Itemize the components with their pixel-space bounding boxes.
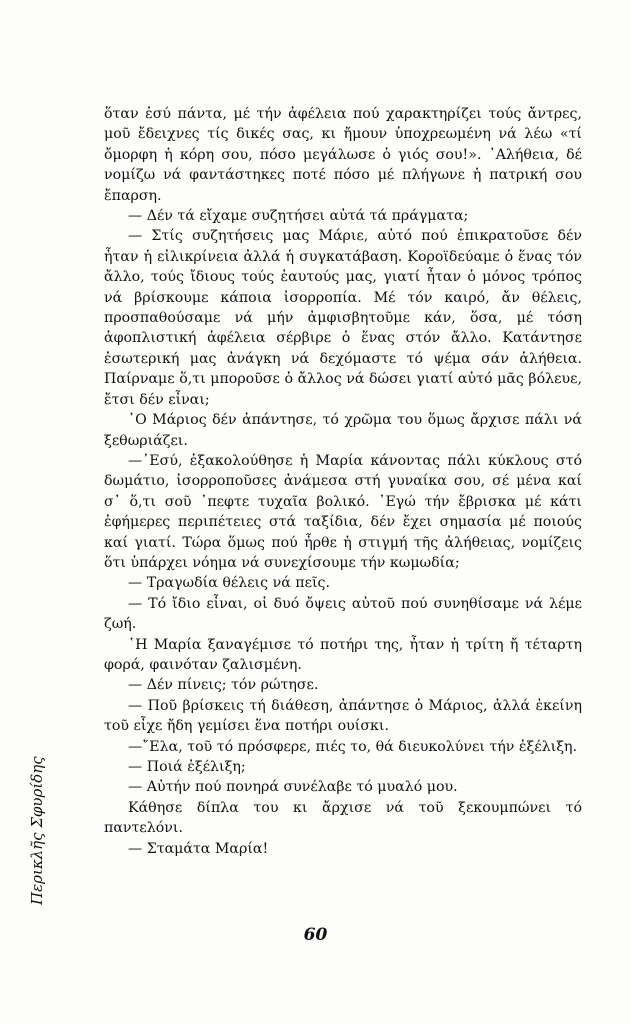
paragraph: — Σταμάτα Μαρία! (128, 840, 269, 857)
paragraph: — Ποῦ βρίσκεις τή διάθεση, ἀπάντησε ὁ Μάριος, ἀλλά ἐκείνη τοῦ εἶχε ἤδη γεμίσει ἕνα ποτήρι ουίσκι. (104, 697, 582, 735)
page-number: 60 (303, 925, 328, 945)
paragraph: — Δέν πίνεις; τόν ρώτησε. (128, 677, 319, 694)
paragraph: —῎Ελα, τοῦ τό πρόσφερε, πιές το, θά διευκολύνει τήν ἐξέλιξη. (128, 738, 578, 755)
paragraph: —᾿Εσύ, ἐξακολούθησε ἡ Μαρία κάνοντας πάλι κύκλους στό δωμάτιο, ἰσορροποῦσες ἀνάμεσα στή γυναίκα σου, σέ μένα καί σ᾿ ὅ,τι σοῦ ᾿πεφτε τυχαῖα βολικό. ᾿Εγώ τήν ἔβρισκα μέ κάτι ἐφήμερες περιπέτειες στά ταξίδια, δέν ἔχει σημασία μέ ποιούς καί γιατί. Τώρα ὅμως πού ἦρθε ἡ στιγμή τῆς ἀλήθειας, νομίζεις ὅτι ὑπάρχει νόημα νά συνεχίσουμε τήν κωμωδία; (104, 452, 582, 571)
paragraph: — Στίς συζητήσεις μας Μάριε, αὐτό πού ἐπικρατοῦσε δέν ἦταν ἡ εἰλικρίνεια ἀλλά ἡ συγκατάβαση. Κοροϊδεύαμε ὁ ἕνας τόν ἄλλο, τούς ἴδιους τούς ἑαυτούς μας, γιατί ἦταν ὁ μόνος τρόπος νά βρίσκουμε κάποια ἰσορροπία. Μέ τόν καιρό, ἄν θέλεις, προσπαθούσαμε νά μήν ἀμφισβητοῦμε κάν, ὅσα, μέ τόση ἀφοπλιστική ἀφέλεια σέρβιρε ὁ ἕνας στόν ἄλλο. Κατάντησε ἐσωτερική μας ἀνάγκη νά δεχόμαστε τό ψέμα σάν ἀλήθεια. Παίρναμε ὅ,τι μποροῦσε ὁ ἄλλος νά δώσει γιατί αὐτό μᾶς βόλευε, ἔτσι δέν εἶναι; (104, 228, 582, 408)
paragraph: — Ποιά ἐξέλιξη; (128, 759, 246, 775)
paragraph: — Τό ἴδιο εἶναι, οἱ δυό ὄψεις αὐτοῦ πού συνηθίσαμε νά λέμε ζωή. (104, 595, 582, 633)
paragraph: — Τραγωδία θέλεις νά πεῖς. (128, 575, 330, 592)
paragraph: ῾Ο Μάριος δέν ἀπάντησε, τό χρῶμα του ὅμως ἄρχισε πάλι νά ξεθωριάζει. (104, 412, 582, 449)
paragraph: — Αὐτήν πού πονηρά συνέλαβε τό μυαλό μου. (128, 779, 458, 796)
body-text (104, 104, 582, 859)
running-head-author: Περικλῆς Σφυρίδης (28, 756, 46, 905)
paragraph: ὅταν ἐσύ πάντα, μέ τήν ἀφέλεια πού χαρακτηρίζει τούς ἄντρες, μοῦ ἔδειχνες τίς δικές σας, κι ἤμουν ὑποχρεωμένη νά λέω «τί ὄμορφη ἡ κόρη σου, πόσο μεγάλωσε ὁ γιός σου!». ᾿Αλήθεια, δέ νομίζω νά φαντάστηκες ποτέ πόσο μέ πλήγωνε ἡ πατρική σου ἔπαρση. (104, 106, 582, 204)
paragraph: ῾Η Μαρία ξαναγέμισε τό ποτήρι της, ἦταν ἡ τρίτη ἤ τέταρτη φορά, φαινόταν ζαλισμένη. (104, 636, 582, 673)
paragraph: — Δέν τά εἴχαμε συζητήσει αὐτά τά πράγματα; (128, 208, 469, 225)
paragraph: Κάθησε δίπλα του κι ἄρχισε νά τοῦ ξεκουμπώνει τό παντελόνι. (104, 799, 582, 837)
